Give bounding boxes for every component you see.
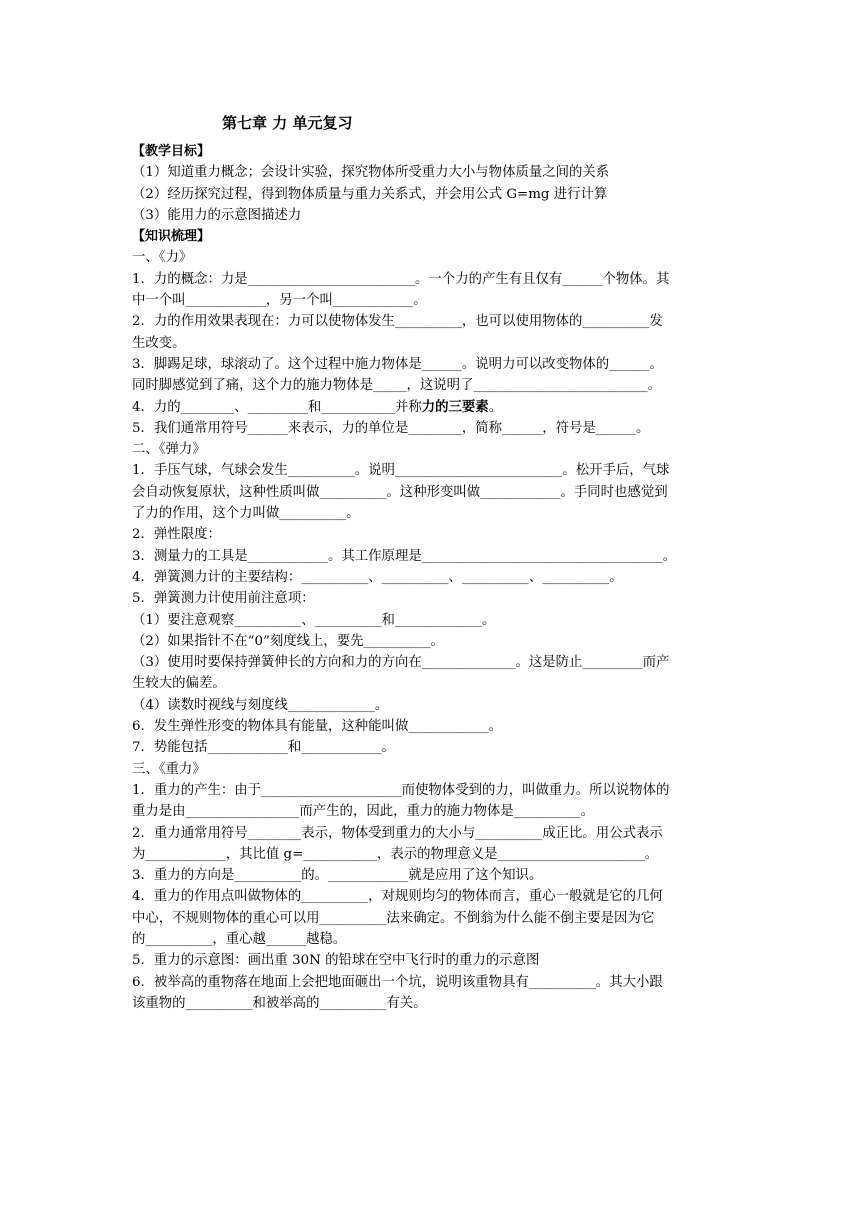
line-text: 生改变。 [132,335,186,351]
line-text: （3）使用时要保持弹簧伸长的方向和力的方向在______________。这是防止_________而产 [132,655,670,671]
line-text: 6．被举高的重物落在地面上会把地面砸出一个坑，说明该重物具有__________。其大小跟 [132,974,663,990]
text-line [132,162,732,183]
text-line [132,972,732,993]
text-line [132,247,732,268]
text-line [132,482,732,503]
text-line [132,269,732,290]
line-text: 5．弹簧测力计使用前注意项： [132,591,315,607]
text-line [132,503,732,524]
line-text: 3．测量力的工具是____________。其工作原理是____________________________________。 [132,548,677,564]
section-heading [132,141,732,162]
text-line [132,652,732,673]
line-text: 2．力的作用效果表现在：力可以使物体发生__________，也可以使用物体的__________发 [132,314,663,330]
line-text: （1）要注意观察__________、__________和_____________。 [132,612,496,628]
text-line [132,716,732,737]
text-line [132,823,732,844]
bold-term: 力的三要素 [421,399,489,415]
line-text: 【教学目标】 [132,144,211,159]
line-text: 生较大的偏差。 [132,676,226,692]
text-line [132,673,732,694]
text-line [132,546,732,567]
line-text: 同时脚感觉到了痛，这个力的施力物体是_____，这说明了__________________________。 [132,378,661,394]
text-line [132,567,732,588]
line-text: 7．势能包括____________和____________。 [132,740,395,756]
line-text: （2）经历探究过程，得到物体质量与重力关系式，并会用公式 G=mg 进行计算 [132,186,608,202]
line-text: 4．弹簧测力计的主要结构：__________、__________、__________、__________。 [132,569,623,585]
line-text: 6．发生弹性形变的物体具有能量，这种能叫做____________。 [132,719,503,735]
text-line [132,631,732,652]
line-text: 2．重力通常用符号________表示，物体受到重力的大小与__________成正比。用公式表示 [132,825,663,841]
text-line [132,524,732,545]
line-text: 【知识梳理】 [132,229,211,245]
line-text: 中一个叫____________，另一个叫____________。 [132,293,427,309]
text-line [132,184,732,205]
line-text: 3．脚踢足球，球滚动了。这个过程中施力物体是______。说明力可以改变物体的______。 [132,356,663,372]
text-line [132,908,732,929]
text-line [132,950,732,971]
text-line [132,333,732,354]
text-line [132,801,732,822]
line-text: 1．力的概念：力是_________________________。一个力的产生有且仅有______个物体。其 [132,271,670,287]
line-text: 4．力的________、_________和___________并称 [132,399,422,415]
document-body [132,141,732,1014]
text-line [132,695,732,716]
page-title: 第七章 力 单元复习 [222,114,353,132]
line-text: 三、《重力》 [132,761,206,777]
line-text: 为____________，其比值 g=___________，表示的物理意义是______________________。 [132,846,659,862]
line-text: 一、《力》 [132,250,193,266]
text-line [132,610,732,631]
text-line [132,460,732,481]
text-line [132,397,732,418]
line-text: （2）如果指针不在“0”刻度线上，要先__________。 [132,633,444,649]
text-line [132,865,732,886]
line-text: 重力是由_________________而产生的，因此，重力的施力物体是__________。 [132,804,594,820]
text-line [132,886,732,907]
line-text: （3）能用力的示意图描述力 [132,207,302,223]
text-line [132,759,732,780]
text-line [132,737,732,758]
text-line [132,844,732,865]
text-line [132,311,732,332]
line-text: 中心，不规则物体的重心可以用__________法来确定。不倒翁为什么能不倒主要是因为它 [132,910,655,926]
line-text: 5．重力的示意图：画出重 30N 的铅球在空中飞行时的重力的示意图 [132,953,540,969]
line-text: 5．我们通常用符号______来表示，力的单位是________，简称______，符号是______。 [132,420,650,436]
line-text-tail: 。 [488,399,503,415]
line-text: （1）知道重力概念；会设计实验，探究物体所受重力大小与物体质量之间的关系 [132,165,610,181]
text-line [132,993,732,1014]
line-text: 会自动恢复原状，这种性质叫做__________。这种形变叫做____________。手同时也感觉到 [132,484,668,500]
text-line [132,439,732,460]
line-text: 的__________，重心越______越稳。 [132,931,347,947]
text-line [132,929,732,950]
text-line [132,375,732,396]
line-text: 1．重力的产生：由于_____________________而使物体受到的力，叫做重力。所以说物体的 [132,782,670,798]
line-text: 该重物的__________和被举高的__________有关。 [132,995,427,1011]
line-text: 1．手压气球，气球会发生__________。说明_________________________。松开手后，气球 [132,463,670,479]
line-text: （4）读数时视线与刻度线_____________。 [132,697,389,713]
text-line [132,205,732,226]
text-line [132,354,732,375]
text-line [132,418,732,439]
text-line [132,780,732,801]
line-text: 了力的作用，这个力叫做__________。 [132,506,360,522]
line-text: 4．重力的作用点叫做物体的__________，对规则均匀的物体而言，重心一般就是它的几何 [132,889,663,905]
line-text: 3．重力的方向是__________的。____________就是应用了这个知识。 [132,868,543,884]
line-text: 2．弹性限度： [132,527,221,543]
text-line [132,588,732,609]
section-heading [132,226,732,247]
text-line [132,290,732,311]
line-text: 二、《弹力》 [132,442,206,458]
